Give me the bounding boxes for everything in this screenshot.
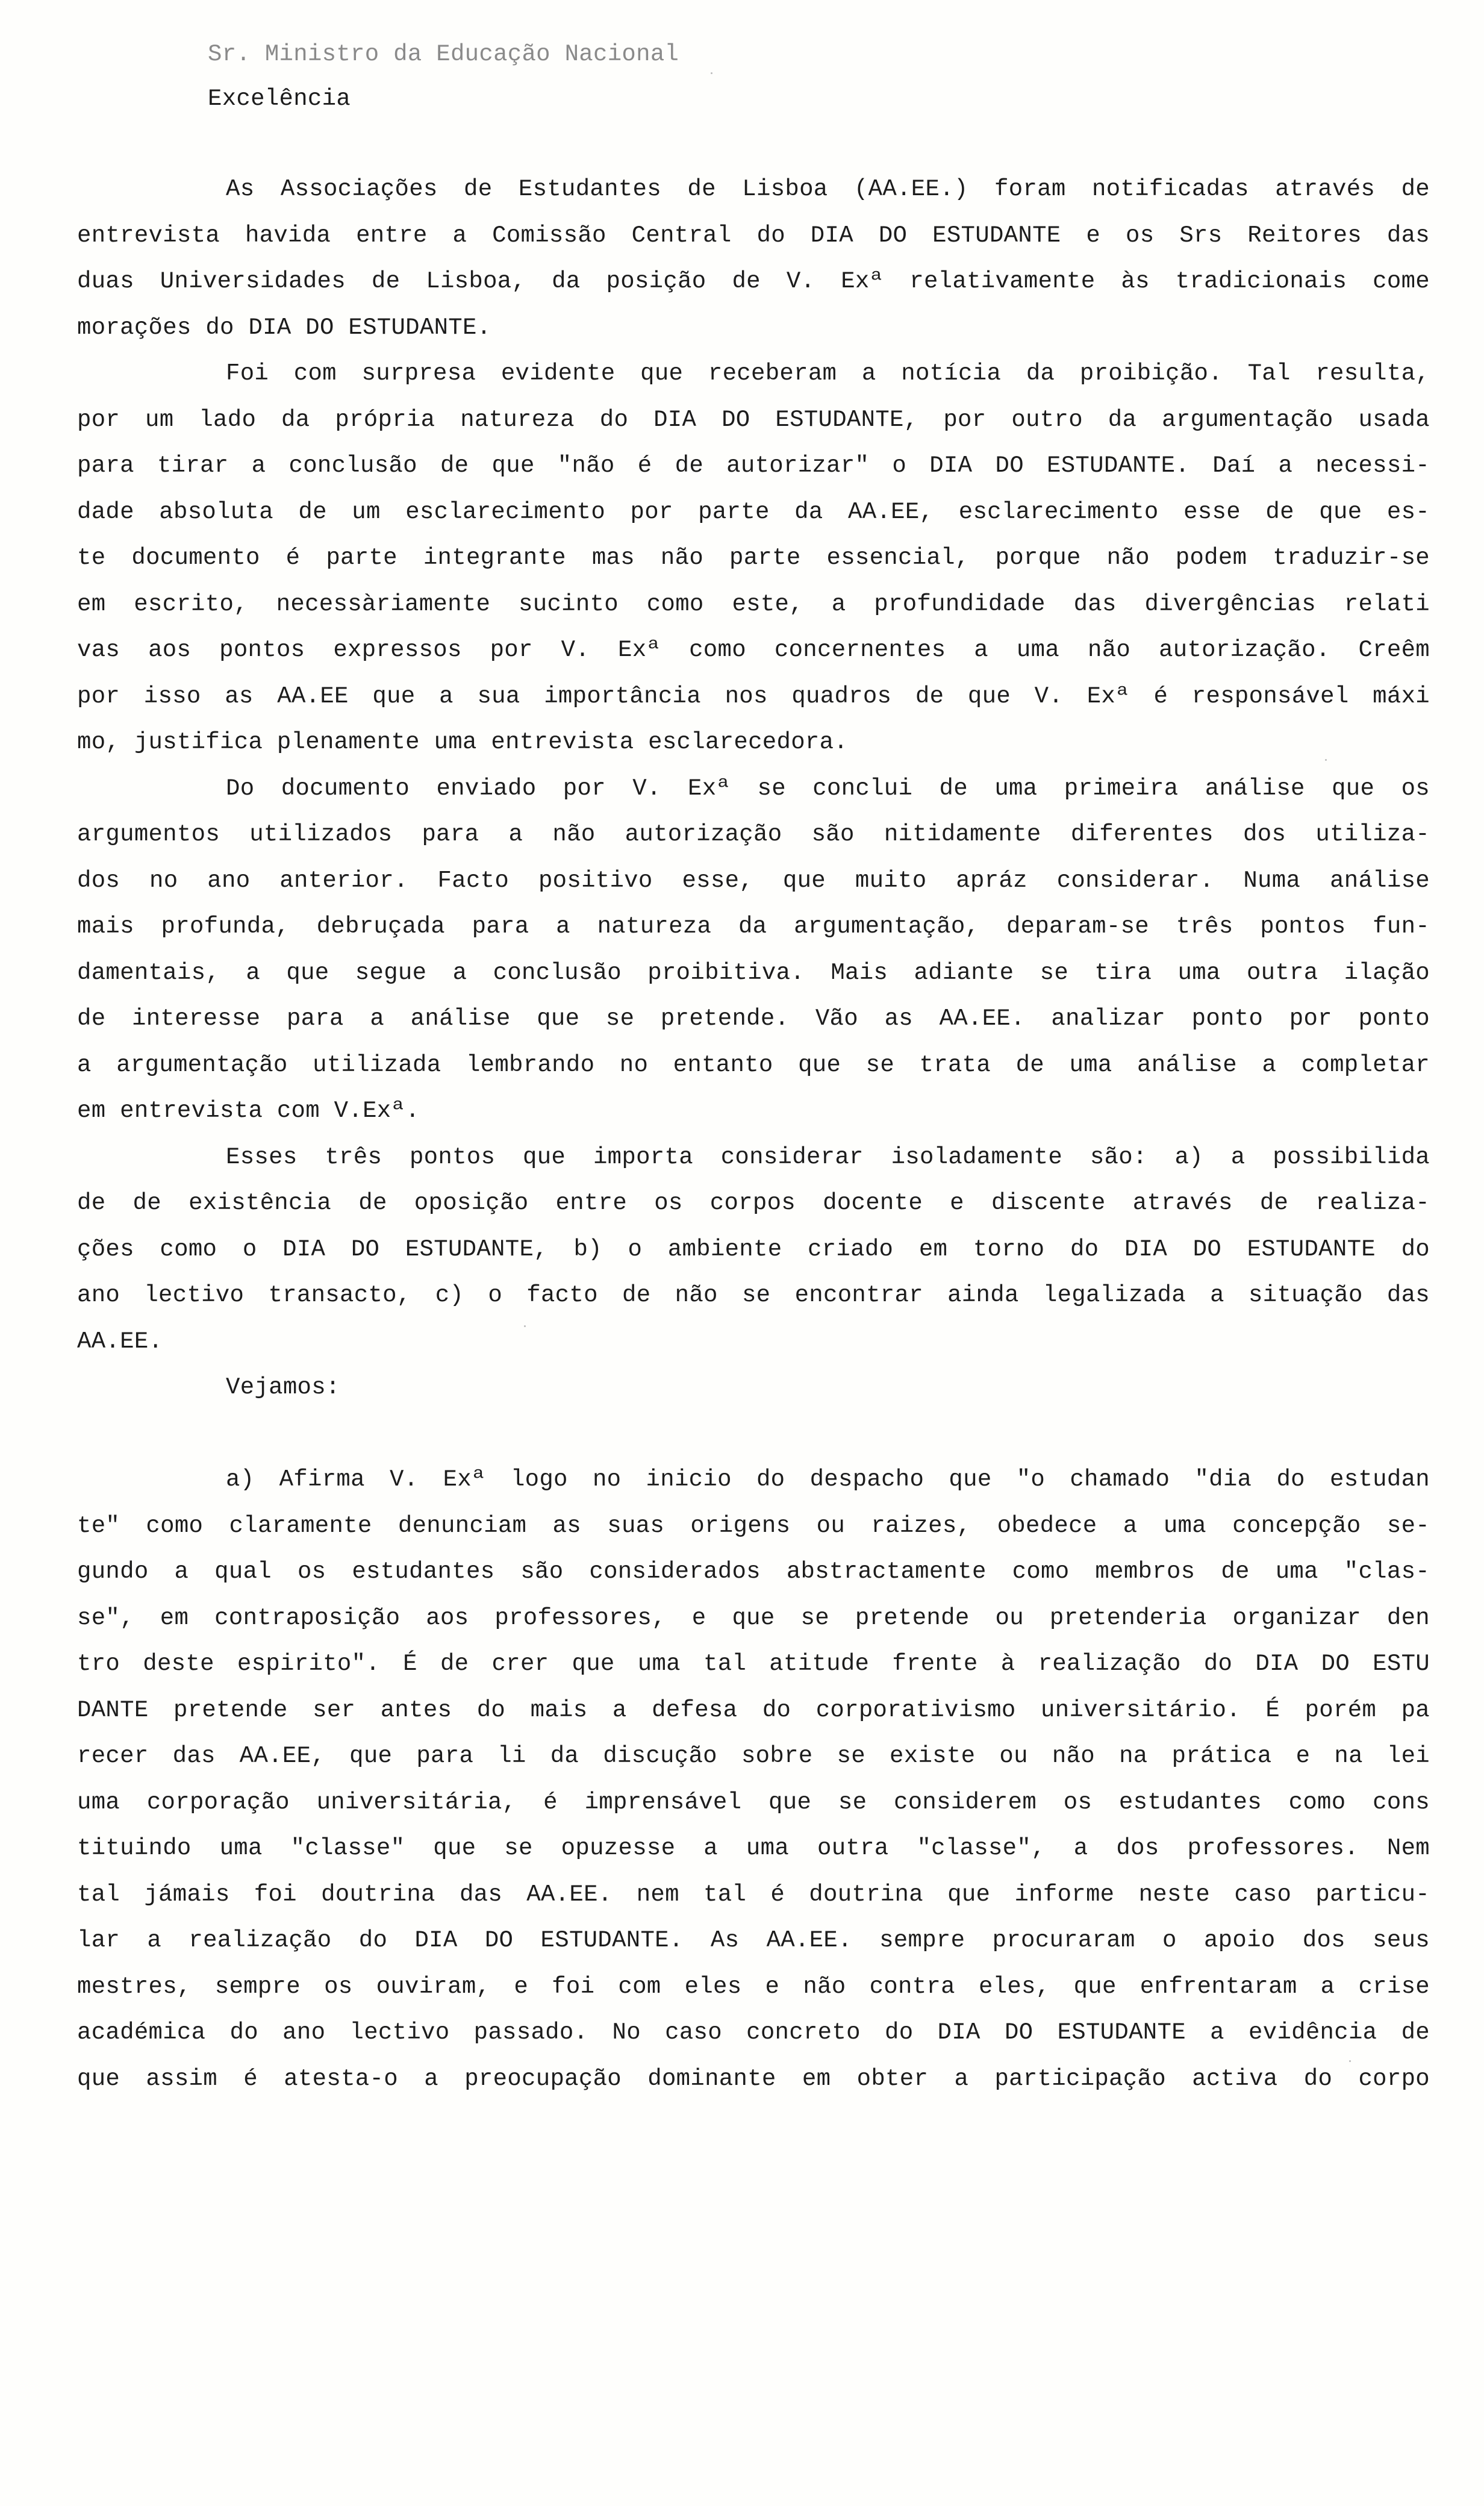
body-text-line: dade absoluta de um esclarecimento por parte da AA.EE, esclarecimento esse de que es-: [77, 498, 1430, 525]
body-text-line: argumentos utilizados para a não autorização são nitidamente diferentes dos utiliza-: [77, 821, 1430, 848]
body-text-line: de interesse para a análise que se pretende. Vão as AA.EE. analizar ponto por ponto: [77, 1005, 1430, 1032]
body-text-line: [77, 1411, 1430, 1457]
body-text-line: ano lectivo transacto, c) o facto de não se encontrar ainda legalizada a situação das: [77, 1282, 1430, 1308]
paper-speck: [711, 72, 712, 74]
body-text-line: te documento é parte integrante mas não parte essencial, porque não podem traduzir-se: [77, 545, 1430, 571]
body-text-line: Do documento enviado por V. Exª se conclui de uma primeira análise que os: [226, 775, 1430, 802]
body-text-line: gundo a qual os estudantes são considerados abstractamente como membros de uma "clas-: [77, 1558, 1430, 1585]
body-text-line: Vejamos:: [226, 1374, 340, 1401]
body-text-line: lar a realização do DIA DO ESTUDANTE. As AA.EE. sempre procuraram o apoio dos seus: [77, 1927, 1430, 1954]
body-text-line: te" como claramente denunciam as suas origens ou raizes, obedece a uma concepção se-: [77, 1512, 1430, 1539]
body-text-line: se", em contraposição aos professores, e que se pretende ou pretenderia organizar den: [77, 1604, 1430, 1631]
body-text-line: As Associações de Estudantes de Lisboa (AA.EE.) foram notificadas através de: [226, 176, 1430, 202]
paper-speck: [524, 1325, 526, 1327]
body-text-line: tal jámais foi doutrina das AA.EE. nem tal é doutrina que informe neste caso particu-: [77, 1881, 1430, 1908]
body-text-line: mais profunda, debruçada para a natureza da argumentação, deparam-se três pontos fun-: [77, 913, 1430, 940]
body-text-line: tro deste espirito". É de crer que uma tal atitude frente à realização do DIA DO ESTU: [77, 1651, 1430, 1677]
body-text-line: que assim é atesta-o a preocupação dominante em obter a participação activa do corpo: [77, 2065, 1430, 2092]
body-text-line: damentais, a que segue a conclusão proibitiva. Mais adiante se tira uma outra ilação: [77, 959, 1430, 986]
body-text-line: por um lado da própria natureza do DIA DO ESTUDANTE, por outro da argumentação usada: [77, 406, 1430, 433]
body-text-line: morações do DIA DO ESTUDANTE.: [77, 314, 491, 341]
body-text-line: tituindo uma "classe" que se opuzesse a uma outra "classe", a dos professores. Nem: [77, 1835, 1430, 1861]
body-text-line: dos no ano anterior. Facto positivo esse, que muito apráz considerar. Numa análise: [77, 867, 1430, 894]
paper-speck: [1325, 759, 1327, 761]
body-text-line: por isso as AA.EE que a sua importância nos quadros de que V. Exª é responsável máxi: [77, 683, 1430, 710]
body-text-line: a) Afirma V. Exª logo no inicio do despacho que "o chamado "dia do estudan: [226, 1466, 1430, 1493]
body-text-line: para tirar a conclusão de que "não é de autorizar" o DIA DO ESTUDANTE. Daí a necessi-: [77, 452, 1430, 479]
body-text-line: Foi com surpresa evidente que receberam a notícia da proibição. Tal resulta,: [226, 360, 1430, 387]
body-text-line: entrevista havida entre a Comissão Central do DIA DO ESTUDANTE e os Srs Reitores das: [77, 222, 1430, 249]
addressee-line: Sr. Ministro da Educação Nacional: [208, 41, 679, 67]
body-text-line: em entrevista com V.Exª.: [77, 1098, 420, 1124]
body-text-line: mo, justifica plenamente uma entrevista esclarecedora.: [77, 729, 849, 755]
salutation-line: Excelência: [208, 86, 351, 112]
body-text-line: duas Universidades de Lisboa, da posição de V. Exª relativamente às tradicionais come: [77, 268, 1430, 295]
body-text-line: a argumentação utilizada lembrando no entanto que se trata de uma análise a completar: [77, 1051, 1430, 1078]
body-text-line: uma corporação universitária, é imprensável que se considerem os estudantes como cons: [77, 1789, 1430, 1816]
body-text-line: vas aos pontos expressos por V. Exª como concernentes a uma não autorização. Creêm: [77, 637, 1430, 663]
body-text-line: em escrito, necessàriamente sucinto como este, a profundidade das divergências relati: [77, 590, 1430, 617]
body-text-line: recer das AA.EE, que para li da discução sobre se existe ou não na prática e na lei: [77, 1743, 1430, 1769]
body-text-line: AA.EE.: [77, 1328, 163, 1355]
body-text-line: ções como o DIA DO ESTUDANTE, b) o ambiente criado em torno do DIA DO ESTUDANTE do: [77, 1236, 1430, 1263]
body-text-line: académica do ano lectivo passado. No caso concreto do DIA DO ESTUDANTE a evidência de: [77, 2019, 1430, 2046]
body-text-line: de de existência de oposição entre os corpos docente e discente através de realiza-: [77, 1190, 1430, 1216]
paper-speck: [1349, 2060, 1351, 2062]
body-text-line: DANTE pretende ser antes do mais a defesa do corporativismo universitário. É porém pa: [77, 1696, 1430, 1723]
body-text-line: Esses três pontos que importa considerar isoladamente são: a) a possibilida: [226, 1143, 1430, 1170]
body-text-line: mestres, sempre os ouviram, e foi com eles e não contra eles, que enfrentaram a crise: [77, 1973, 1430, 2000]
